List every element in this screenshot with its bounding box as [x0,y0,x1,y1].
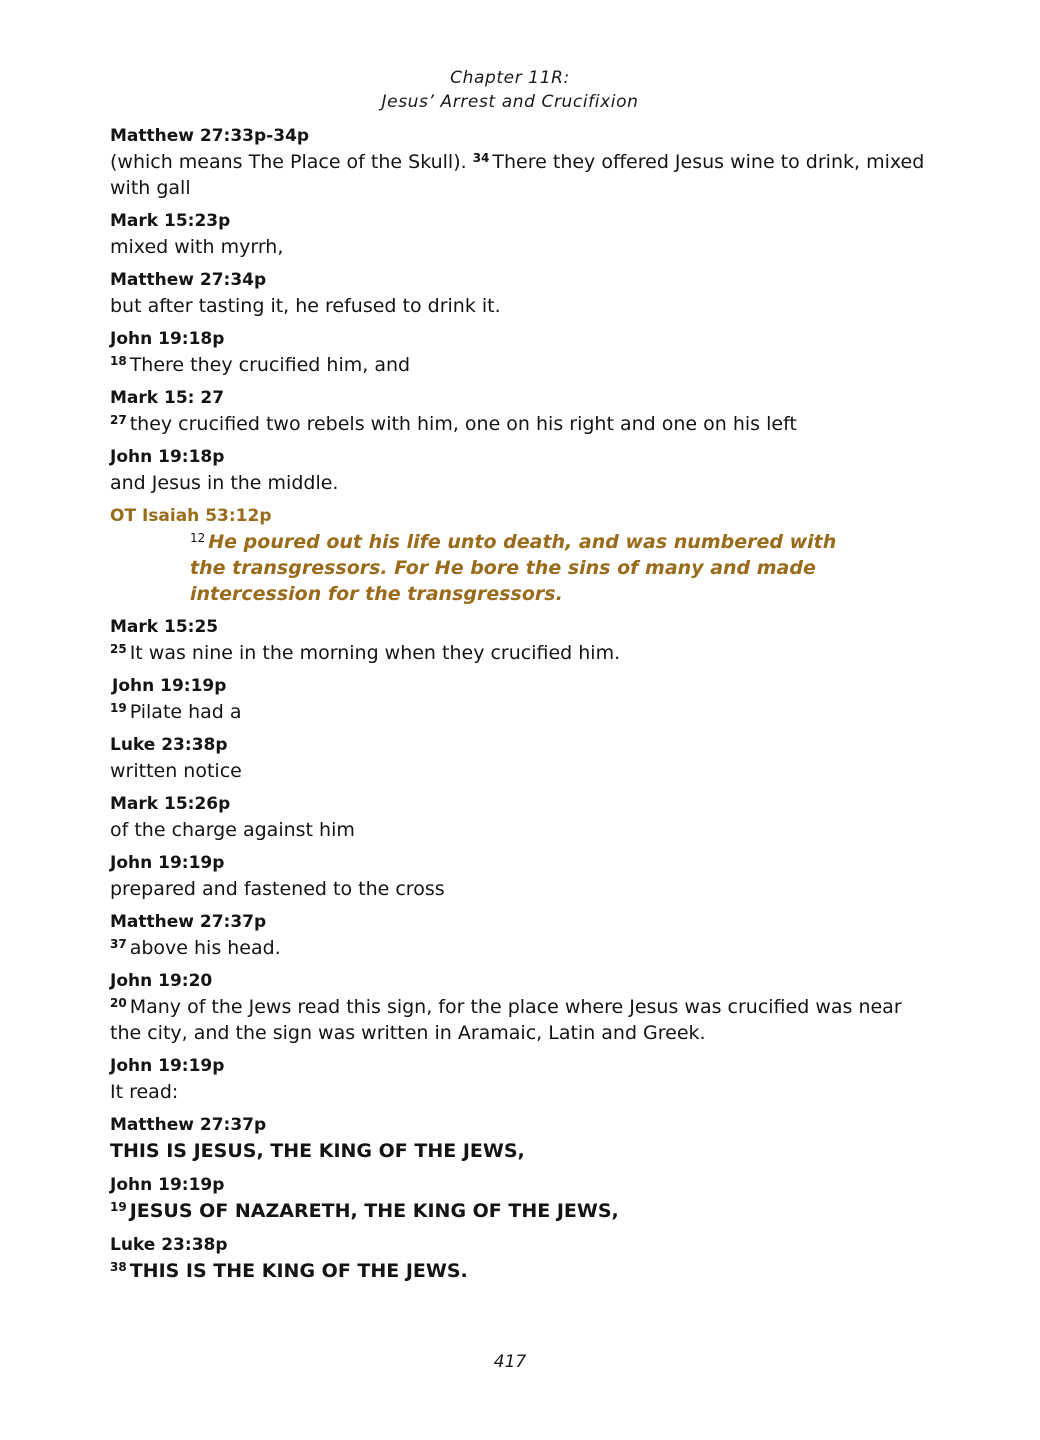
scripture-reference: Mark 15:23p [110,211,231,231]
passage-entry [110,733,930,784]
passage-text: It read: [110,1081,179,1103]
passage-entry [110,209,930,260]
page-header [0,66,1020,114]
passage-text: of the charge against him [110,819,355,841]
passage-text: mixed with myrrh, [110,236,284,258]
passage-text: but after tasting it, he refused to drink it. [110,295,501,317]
passage-entry [110,124,930,201]
scripture-reference: John 19:19p [110,1056,225,1076]
verse-number: 25 [110,642,127,656]
passage-entry [110,1173,930,1225]
passage-entry [110,327,930,378]
verse-number: 34 [472,151,490,165]
verse-number: 18 [110,354,127,368]
passage-text-part: above his head. [129,937,281,959]
passage-entry [110,386,930,437]
ot-passage-entry [110,504,930,607]
verse-number: 27 [110,413,127,427]
scripture-reference: Mark 15:26p [110,794,231,814]
passage-text [110,149,930,201]
passage-content [110,124,930,1293]
passage-text-part: Pilate had a [129,701,242,723]
passage-text: written notice [110,760,242,782]
passage-text [110,640,930,666]
scripture-reference: John 19:20 [110,971,213,991]
scripture-reference: Matthew 27:33p-34p [110,126,310,146]
scripture-reference: John 19:18p [110,329,225,349]
passage-text-part: they crucified two rebels with him, one on his right and one on his left [129,413,797,435]
chapter-label: Chapter 11R: [450,68,570,88]
sign-text [110,1198,930,1225]
passage-entry [110,1233,930,1285]
scripture-reference: Mark 15: 27 [110,388,225,408]
passage-entry [110,792,930,843]
passage-text-part: He poured out his life unto death, and was numbered with the transgressors. For He bore the sins of many and made intercession for the transgressors. [190,531,837,605]
scripture-reference: Matthew 27:34p [110,270,267,290]
verse-number: 19 [110,701,127,715]
passage-text-part: There they crucified him, and [129,354,411,376]
passage-text-part: It was nine in the morning when they crucified him. [129,642,621,664]
verse-number: 38 [110,1260,127,1274]
verse-number: 37 [110,937,127,951]
page-number: 417 [493,1352,527,1372]
scripture-reference: Mark 15:25 [110,617,219,637]
scripture-reference: Luke 23:38p [110,1235,228,1255]
sign-text [110,1258,930,1285]
passage-text [110,411,930,437]
scripture-reference: John 19:19p [110,853,225,873]
passage-entry [110,1113,930,1165]
scripture-reference: John 19:19p [110,1175,225,1195]
passage-text-part: (which means The Place of the Skull). [110,151,473,173]
passage-entry [110,910,930,961]
scripture-reference: Matthew 27:37p [110,912,267,932]
passage-entry [110,445,930,496]
sign-text: THIS IS JESUS, THE KING OF THE JEWS, [110,1140,525,1162]
passage-text-part: Many of the Jews read this sign, for the place where Jesus was crucified was near the city, and the sign was written in Aramaic, Latin and Greek. [110,996,902,1044]
ot-scripture-reference: OT Isaiah 53:12p [110,506,272,526]
scripture-reference: John 19:19p [112,676,227,696]
scripture-reference: Luke 23:38p [110,735,228,755]
passage-text [110,994,930,1046]
passage-text-part: THIS IS THE KING OF THE JEWS. [129,1260,468,1282]
passage-text-part: JESUS OF NAZARETH, THE KING OF THE JEWS, [129,1200,619,1222]
passage-text-part: There they offered Jesus wine to drink, mixed with gall [110,151,925,199]
passage-entry [110,674,930,725]
passage-text: prepared and fastened to the cross [110,878,445,900]
scripture-reference: Matthew 27:37p [110,1115,267,1135]
scripture-reference: John 19:18p [110,447,225,467]
passage-text [110,699,930,725]
passage-entry [110,1054,930,1105]
verse-number: 20 [110,996,127,1010]
passage-entry [110,851,930,902]
ot-quote-text [110,529,930,607]
verse-number: 12 [190,531,206,545]
passage-entry [110,615,930,666]
passage-text [110,352,930,378]
passage-entry [110,268,930,319]
passage-text: and Jesus in the middle. [110,472,339,494]
passage-text [110,935,930,961]
verse-number: 19 [110,1200,127,1214]
passage-entry [110,969,930,1046]
chapter-title: Jesus’ Arrest and Crucifixion [381,92,639,112]
